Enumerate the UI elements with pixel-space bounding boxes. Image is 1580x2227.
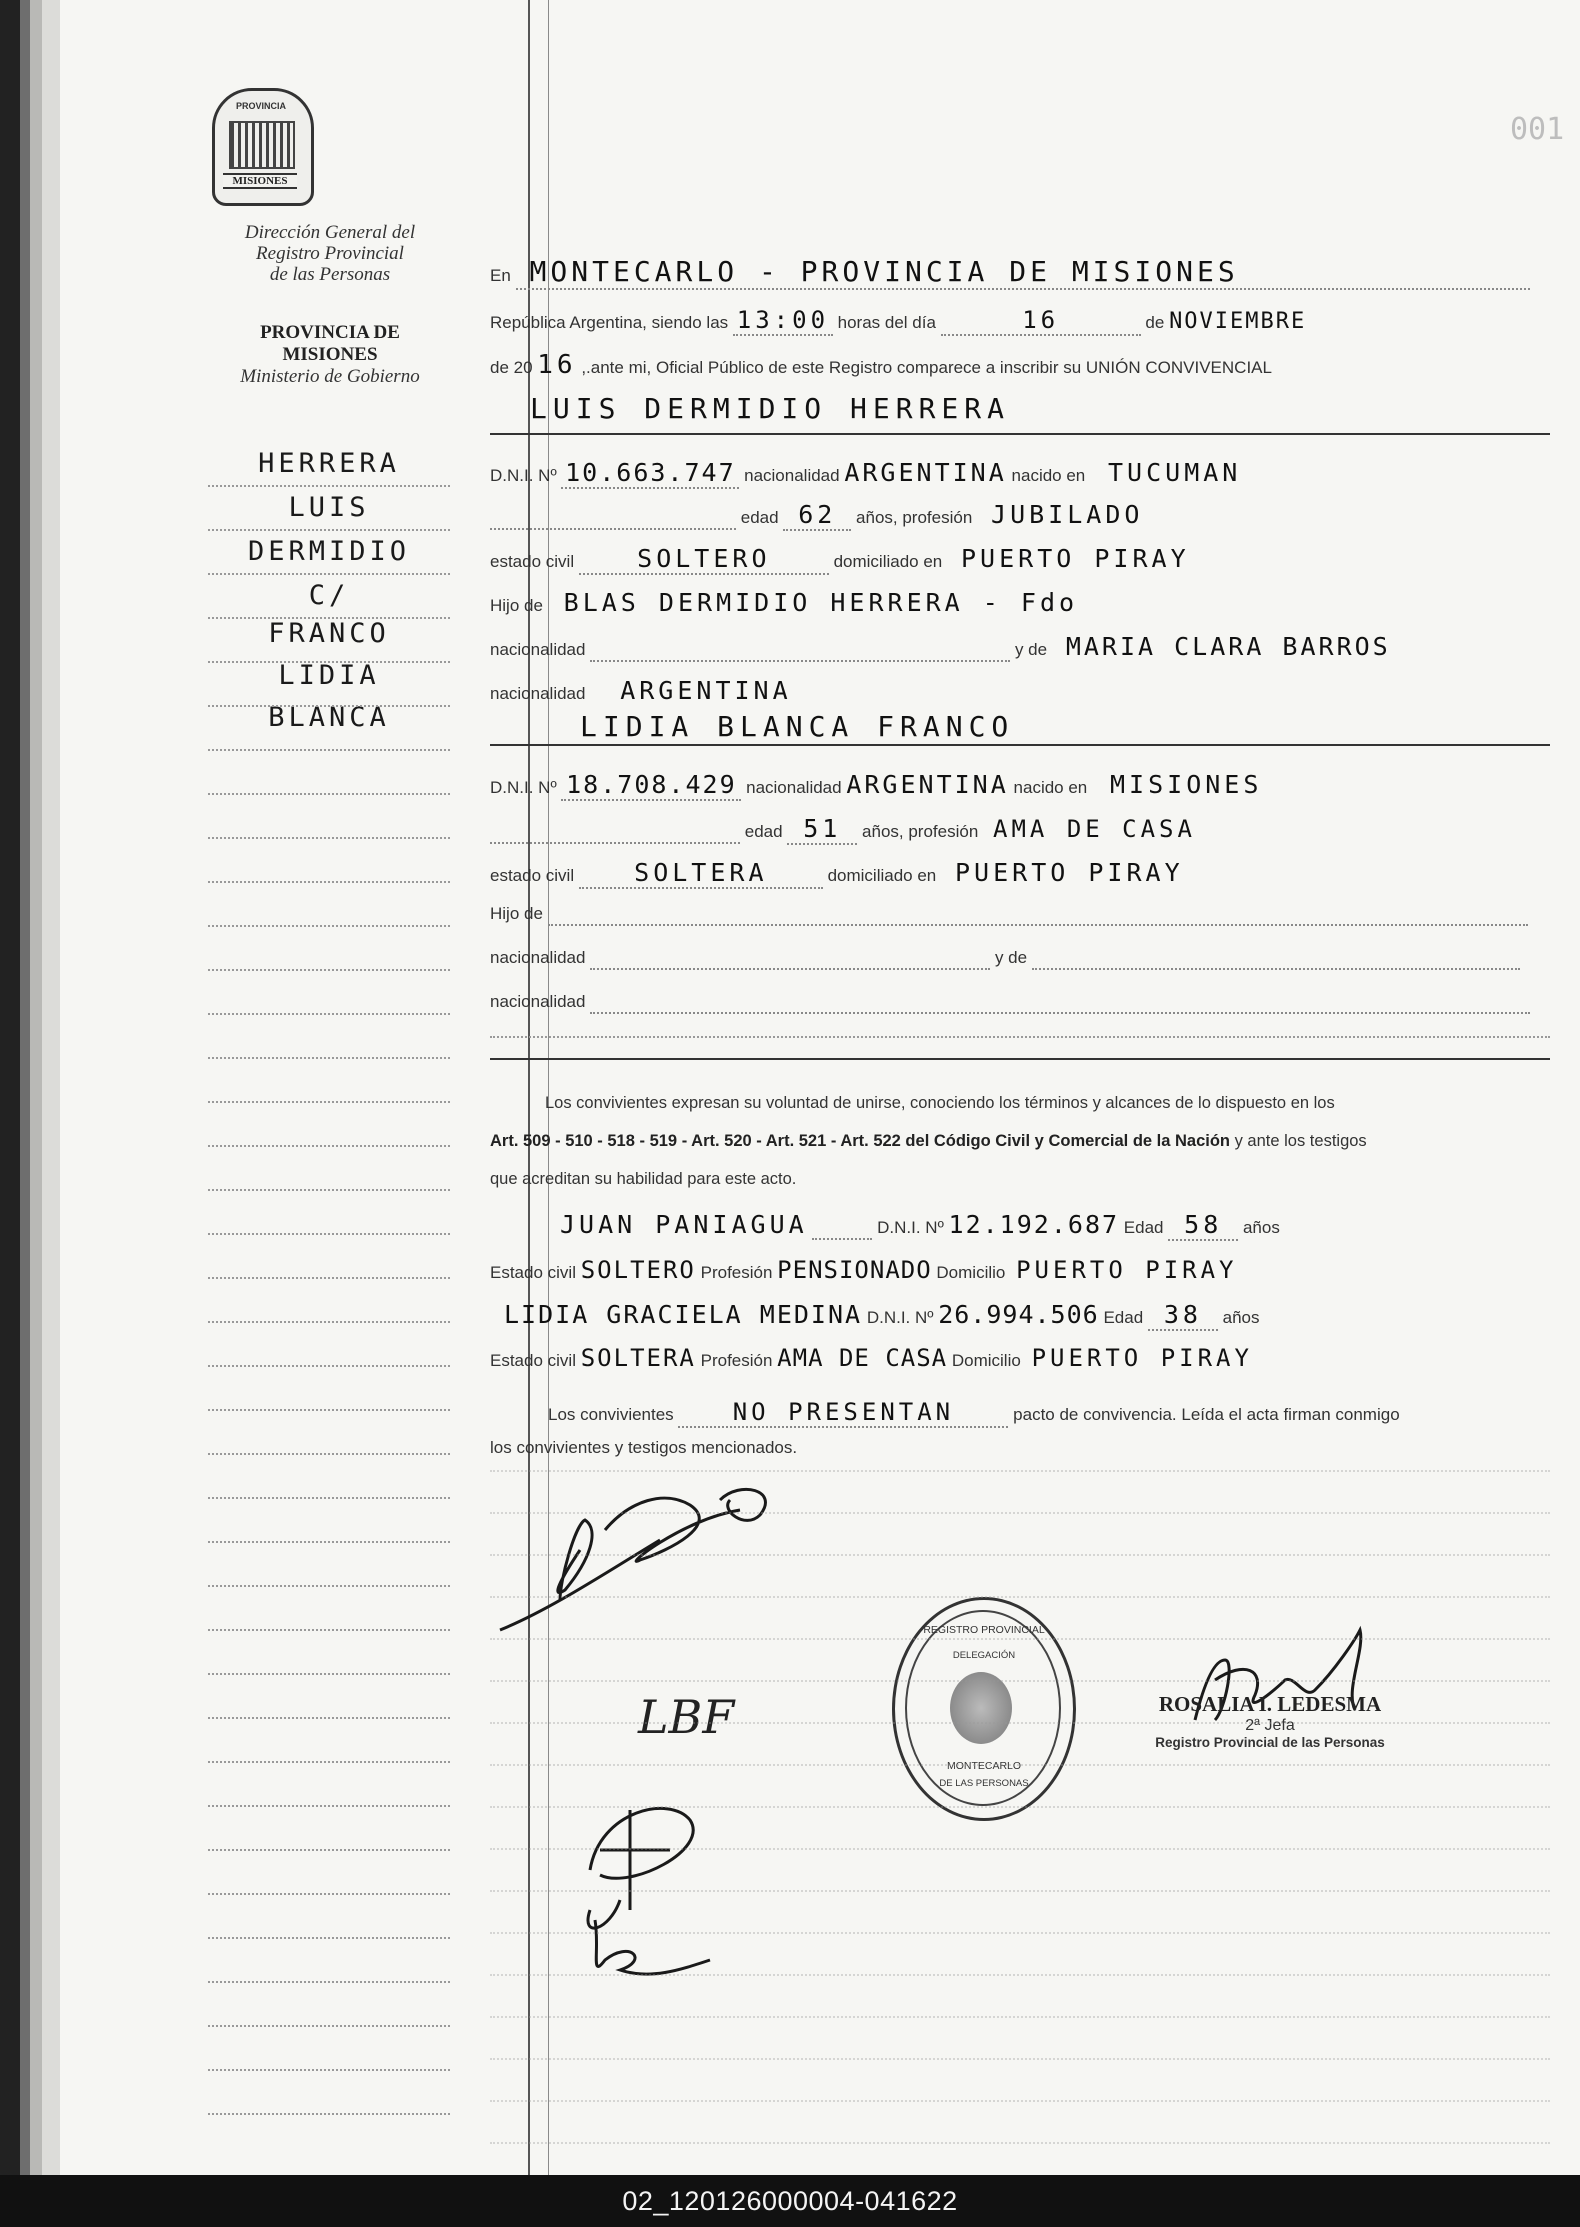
signature-area-line	[490, 1764, 1550, 1766]
p2-dni-label: D.N.I. Nº	[490, 778, 557, 797]
province-line-1: PROVINCIA DE	[260, 322, 400, 343]
p2-dni-value: 18.708.429	[561, 770, 741, 801]
margin-ruled-line	[208, 1717, 450, 1719]
hour-value: 13:00	[733, 306, 833, 336]
p1-dni-value: 10.663.747	[561, 458, 739, 489]
signature-area-line	[490, 1596, 1550, 1598]
p1-father-nat-label: nacionalidad	[490, 640, 586, 659]
margin-name-1: HERRERA	[258, 448, 400, 479]
margin-ruled-line	[208, 661, 450, 663]
p2-hijo-label: Hijo de	[490, 904, 543, 923]
w2-age: 38	[1148, 1300, 1218, 1331]
signature-area-line	[490, 2142, 1550, 2144]
legal-paragraph	[490, 1084, 1550, 1198]
signature-area-line	[490, 1974, 1550, 1976]
p1-dom-label: domiciliado en	[833, 552, 943, 571]
margin-ruled-line	[208, 1057, 450, 1059]
p2-nat-label: nacionalidad	[746, 778, 842, 797]
province-line-2: MISIONES	[282, 344, 378, 365]
person1-name-row	[490, 392, 1550, 425]
w1-profesion-label: Profesión	[700, 1263, 773, 1282]
section-divider-2	[490, 744, 1550, 746]
p2-yde-label: y de	[994, 948, 1028, 967]
margin-ruled-line	[208, 1629, 450, 1631]
person1-dni-row	[490, 458, 1550, 489]
closing-line-2: los convivientes y testigos mencionados.	[490, 1438, 798, 1457]
place-value: MONTECARLO - PROVINCIA DE MISIONES	[516, 255, 1530, 290]
year-value: 16	[537, 350, 577, 380]
signature-area-line	[490, 1890, 1550, 1892]
margin-ruled-line	[208, 617, 450, 619]
p1-civil-label: estado civil	[490, 552, 575, 571]
margin-name-2: LUIS	[288, 492, 370, 523]
margin-ruled-line	[208, 1585, 450, 1587]
margin-ruled-line	[208, 1937, 450, 1939]
margin-ruled-line	[208, 1805, 450, 1807]
stamp-mid-text: DELEGACIÓN	[952, 1650, 1016, 1661]
p2-nat-blank	[590, 948, 990, 970]
p2-edad-label: edad	[744, 822, 783, 841]
margin-name-3: DERMIDIO	[247, 536, 411, 567]
p2-yde-blank	[1032, 948, 1520, 970]
date-row	[490, 306, 1550, 336]
margin-ruled-line	[208, 1189, 450, 1191]
signature-area-line	[490, 2016, 1550, 2018]
margin-ruled-line	[208, 2113, 450, 2115]
p1-birthplace: TUCUMAN	[1108, 458, 1242, 487]
stamp-top-text: REGISTRO PROVINCIAL	[923, 1624, 1045, 1636]
p2-civil-label: estado civil	[490, 866, 575, 885]
margin-ruled-line	[208, 1145, 450, 1147]
margin-ruled-line	[208, 925, 450, 927]
person2-nat-row	[490, 948, 1550, 970]
p2-hijo-blank	[548, 904, 1528, 926]
book-binding	[0, 0, 60, 2227]
p1-edad-label: edad	[740, 508, 779, 527]
margin-ruled-line	[208, 1541, 450, 1543]
stamp-emblem-icon	[950, 1672, 1012, 1744]
w1-name: JUAN PANIAGUA	[560, 1210, 808, 1239]
margin-name-6: LIDIA	[278, 660, 380, 691]
margin-ruled-line	[208, 969, 450, 971]
margin-ruled-line	[208, 1981, 450, 1983]
margin-ruled-line	[208, 1321, 450, 1323]
de20-label: de 20	[490, 358, 533, 377]
p2-born-label: nacido en	[1013, 778, 1088, 797]
w2-civil-label: Estado civil	[490, 1351, 576, 1370]
margin-ruled-line	[208, 1453, 450, 1455]
document-id-bar: 02_120126000004-041622	[0, 2175, 1580, 2227]
w1-dni-label: D.N.I. Nº	[877, 1218, 944, 1237]
signature-area-line	[490, 1512, 1550, 1514]
person2-fullname: LIDIA BLANCA FRANCO	[580, 710, 1015, 743]
official-name: ROSALIA I. LEDESMA	[1158, 1692, 1382, 1716]
p1-mother-nationality: ARGENTINA	[620, 676, 792, 705]
signature-area-line	[490, 1932, 1550, 1934]
margin-ruled-line	[208, 793, 450, 795]
closing-value: NO PRESENTAN	[678, 1398, 1008, 1428]
closing-suffix: pacto de convivencia. Leída el acta firman conmigo	[1013, 1405, 1400, 1424]
p1-profession: JUBILADO	[991, 500, 1144, 529]
legal-line-2	[490, 1122, 1550, 1160]
witness2-details-row	[490, 1344, 1550, 1372]
signature-area-line	[490, 1722, 1550, 1724]
person1-age-row	[490, 500, 1550, 531]
p1-dni-label: D.N.I. Nº	[490, 466, 557, 485]
signature-area-line	[490, 2100, 1550, 2102]
horas-label: horas del día	[837, 313, 936, 332]
closing-row-2	[490, 1438, 1550, 1458]
p2-civil-status: SOLTERA	[579, 858, 823, 889]
margin-ruled-line	[208, 705, 450, 707]
w1-profession: PENSIONADO	[777, 1256, 932, 1284]
seal-emblem	[229, 121, 295, 169]
seal-band-text: MISIONES	[223, 173, 297, 189]
margin-name-5: FRANCO	[268, 618, 390, 649]
margin-name-7: BLANCA	[268, 702, 390, 733]
place-row	[490, 255, 1550, 290]
agency-block	[200, 222, 460, 285]
p2-nat-blank-2	[590, 992, 1530, 1014]
republica-label: República Argentina, siendo las	[490, 313, 729, 332]
p1-father: BLAS DERMIDIO HERRERA - Fdo	[563, 588, 1079, 617]
agency-line-1: Dirección General del	[244, 222, 416, 243]
w2-anos-label: años	[1222, 1308, 1260, 1327]
margin-ruled-line	[208, 881, 450, 883]
closing-prefix: Los convivientes	[548, 1405, 674, 1424]
person2-dni-row	[490, 770, 1550, 801]
p1-father-nat-blank	[590, 640, 1010, 662]
p2-nat-label-2: nacionalidad	[490, 948, 586, 967]
margin-ruled-line	[208, 529, 450, 531]
margin-ruled-line	[208, 573, 450, 575]
w2-domicilio-label: Domicilio	[951, 1351, 1021, 1370]
p1-nationality: ARGENTINA	[844, 458, 1007, 487]
official-registry: Registro Provincial de las Personas	[1155, 1735, 1385, 1750]
margin-ruled-line	[208, 1497, 450, 1499]
stamp-city-text: MONTECARLO	[946, 1760, 1022, 1772]
registry-stamp	[892, 1597, 1076, 1821]
person1-civil-row	[490, 544, 1550, 575]
section-divider-1	[490, 433, 1550, 435]
ante-label: ,.ante mi, Oficial Público de este Registro comparece a inscribir su UNIÓN CONVIVENCIAL	[581, 358, 1272, 377]
signature-area-line	[490, 1680, 1550, 1682]
province-block	[200, 322, 460, 387]
en-label: En	[490, 266, 511, 285]
province-seal-icon	[212, 88, 314, 206]
w2-profession: AMA DE CASA	[777, 1344, 948, 1372]
p1-blank-1	[490, 508, 736, 530]
w2-civil: SOLTERA	[580, 1344, 696, 1372]
margin-ruled-line	[208, 1893, 450, 1895]
person2-age-row	[490, 814, 1550, 845]
p1-hijo-label: Hijo de	[490, 596, 543, 615]
signature-area-line	[490, 1554, 1550, 1556]
p1-mother: MARIA CLARA BARROS	[1065, 632, 1391, 661]
legal-line-1: Los convivientes expresan su voluntad de unirse, conociendo los términos y alcances de lo dispuesto en los	[545, 1094, 1335, 1112]
p1-domicile: PUERTO PIRAY	[961, 544, 1190, 573]
w2-profesion-label: Profesión	[700, 1351, 773, 1370]
margin-ruled-line	[208, 2025, 450, 2027]
official-role: 2ª Jefa	[1245, 1717, 1295, 1734]
person1-nationality-row	[490, 632, 1550, 662]
w2-name: LIDIA GRACIELA MEDINA	[504, 1300, 863, 1329]
w2-dni: 26.994.506	[938, 1300, 1099, 1329]
w1-dni: 12.192.687	[948, 1210, 1120, 1239]
person1-fullname: LUIS DERMIDIO HERRERA	[530, 392, 1011, 425]
w2-edad-label: Edad	[1103, 1308, 1144, 1327]
legal-tail: y ante los testigos	[1230, 1132, 1367, 1150]
witness1-row	[490, 1210, 1550, 1241]
p2-profession: AMA DE CASA	[993, 815, 1196, 843]
witness1-details-row	[490, 1256, 1550, 1284]
p2-domicile: PUERTO PIRAY	[955, 858, 1184, 887]
margin-ruled-line	[208, 1365, 450, 1367]
p2-nat-label-3: nacionalidad	[490, 992, 586, 1011]
w1-age: 58	[1168, 1210, 1238, 1241]
legal-articles: Art. 509 - 510 - 518 - 519 - Art. 520 - Art. 521 - Art. 522 del Código Civil y Comercial de la Nación	[490, 1132, 1231, 1150]
person2-hijo-row	[490, 904, 1550, 926]
p2-dotted-line	[490, 1036, 1550, 1038]
person1-mother-nat-row	[490, 676, 1550, 705]
margin-ruled-line	[208, 2069, 450, 2071]
p1-anos-label: años, profesión	[856, 508, 973, 527]
margin-ruled-line	[208, 1277, 450, 1279]
seal-top-text: PROVINCIA	[235, 101, 286, 111]
margin-ruled-line	[208, 1849, 450, 1851]
legal-line-3: que acreditan su habilidad para este acto.	[490, 1170, 797, 1188]
margin-ruled-line	[208, 1409, 450, 1411]
person1-parents-row	[490, 588, 1550, 617]
w1-civil: SOLTERO	[580, 1256, 696, 1284]
signature-area-line	[490, 1638, 1550, 1640]
year-row	[490, 350, 1550, 380]
agency-line-2: Registro Provincial	[256, 243, 404, 264]
agency-line-3: de las Personas	[269, 264, 391, 285]
margin-ruled-line	[208, 1673, 450, 1675]
official-block	[1120, 1692, 1420, 1750]
p2-age: 51	[787, 814, 857, 845]
w1-edad-label: Edad	[1123, 1218, 1164, 1237]
p1-nat-label: nacionalidad	[744, 466, 840, 485]
de-label: de	[1145, 313, 1165, 332]
ministry-line: Ministerio de Gobierno	[240, 366, 420, 387]
p2-dom-label: domiciliado en	[827, 866, 937, 885]
margin-ruled-line	[208, 1233, 450, 1235]
w1-civil-label: Estado civil	[490, 1263, 576, 1282]
person2-name-row	[490, 710, 1550, 743]
w2-domicile: PUERTO PIRAY	[1031, 1344, 1253, 1372]
p1-mother-nat-label: nacionalidad	[490, 684, 586, 703]
page-number: 001	[1510, 112, 1565, 147]
closing-row	[490, 1398, 1550, 1428]
margin-ruled-line	[208, 837, 450, 839]
section-divider-3	[490, 1058, 1550, 1060]
margin-ruled-line	[208, 485, 450, 487]
p2-nationality: ARGENTINA	[846, 770, 1009, 799]
p1-yde-label: y de	[1014, 640, 1048, 659]
signature-area-line	[490, 1806, 1550, 1808]
margin-name-4: C/	[308, 580, 350, 611]
margin-ruled-line	[208, 1101, 450, 1103]
w1-domicilio-label: Domicilio	[936, 1263, 1006, 1282]
p1-born-label: nacido en	[1011, 466, 1086, 485]
signature-initials: LBF	[638, 1690, 735, 1744]
margin-ruled-line	[208, 1013, 450, 1015]
w1-domicile: PUERTO PIRAY	[1016, 1256, 1238, 1284]
witness2-row	[490, 1300, 1550, 1331]
p1-age: 62	[783, 500, 851, 531]
signature-area-line	[490, 1470, 1550, 1472]
w2-dni-label: D.N.I. Nº	[866, 1308, 934, 1327]
signature-area-line	[490, 1848, 1550, 1850]
w1-blank	[812, 1218, 872, 1240]
p2-birthplace: MISIONES	[1110, 770, 1263, 799]
margin-ruled-line	[208, 749, 450, 751]
signature-1-icon	[490, 1460, 800, 1640]
signature-area-line	[490, 2058, 1550, 2060]
p2-blank-1	[490, 822, 740, 844]
person2-nat-row-2	[490, 992, 1550, 1014]
margin-ruled-line	[208, 1761, 450, 1763]
person2-civil-row	[490, 858, 1550, 889]
p2-anos-label: años, profesión	[862, 822, 979, 841]
w1-anos-label: años	[1242, 1218, 1280, 1237]
stamp-sub-text: DE LAS PERSONAS	[939, 1778, 1029, 1789]
day-value: 16	[941, 306, 1141, 336]
month-value: NOVIEMBRE	[1169, 309, 1307, 334]
p1-civil-status: SOLTERO	[579, 544, 829, 575]
